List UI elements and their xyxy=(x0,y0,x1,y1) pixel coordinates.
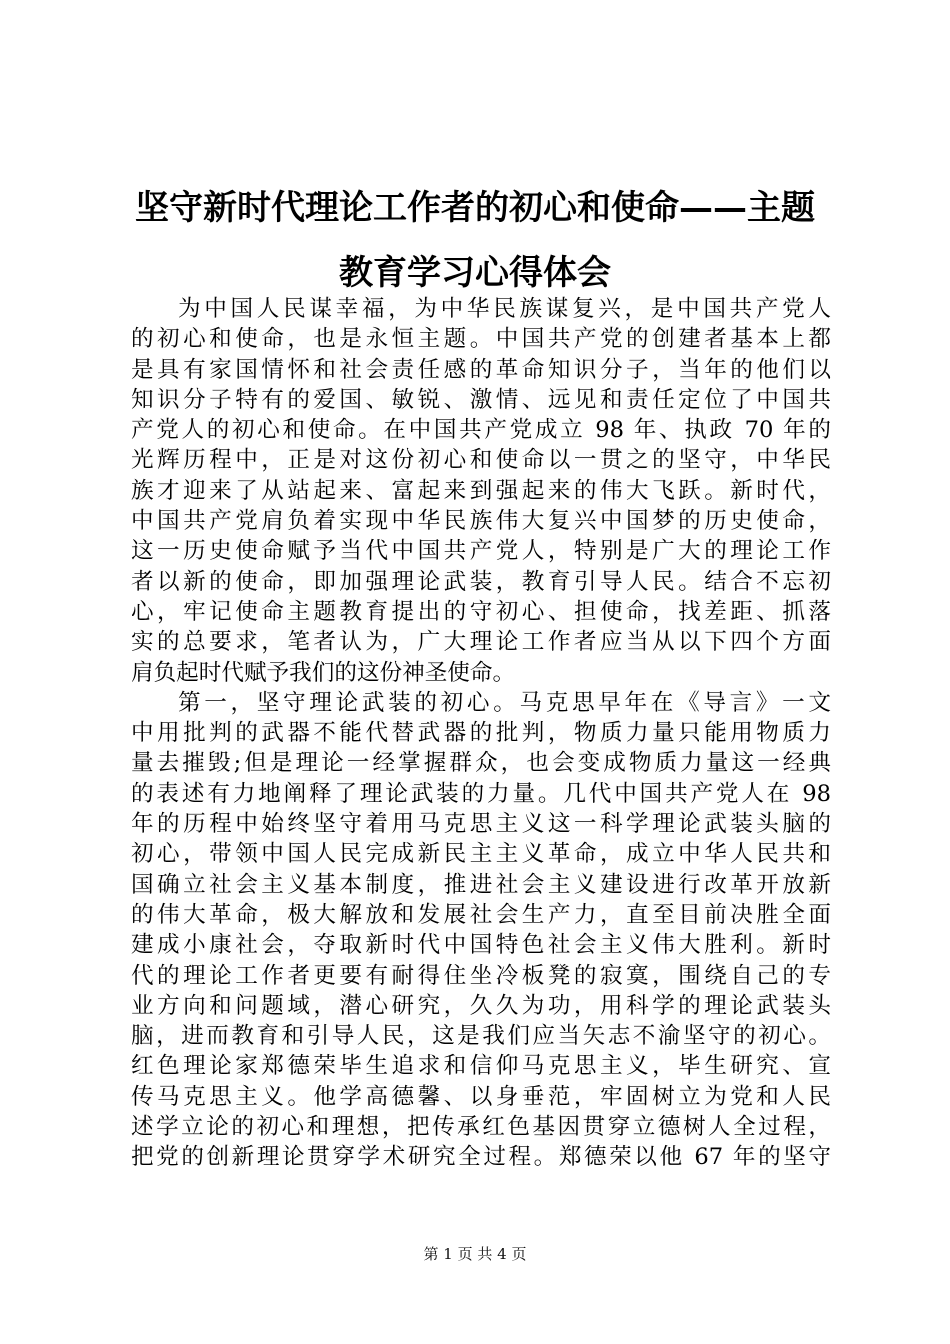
document-title-line-2: 教育学习心得体会 xyxy=(339,253,611,293)
body-line: 为中国人民谋幸福，为中华民族谋复兴，是中国共产党人 xyxy=(178,296,831,322)
body-line: 是具有家国情怀和社会责任感的革命知识分子，当年的他们以 xyxy=(131,356,831,383)
body-line: 的初心和使命，也是永恒主题。中国共产党的创建者基本上都 xyxy=(131,326,831,353)
body-line: 述学立论的初心和理想，把传承红色基因贯穿立德树人全过程， xyxy=(131,1114,831,1141)
body-line: 初心，带领中国人民完成新民主主义革命，成立中华人民共和 xyxy=(131,841,831,868)
body-line: 业方向和问题域，潜心研究，久久为功，用科学的理论武装头 xyxy=(131,992,831,1019)
body-line: 年的历程中始终坚守着用马克思主义这一科学理论武装头脑的 xyxy=(131,811,831,838)
body-line: 这一历史使命赋予当代中国共产党人，特别是广大的理论工作 xyxy=(131,538,831,565)
body-line: 建成小康社会，夺取新时代中国特色社会主义伟大胜利。新时 xyxy=(131,932,831,959)
body-line: 脑，进而教育和引导人民，这是我们应当矢志不渝坚守的初心。 xyxy=(131,1023,831,1050)
body-line: 产党人的初心和使命。在中国共产党成立 98 年、执政 70 年的 xyxy=(131,417,831,444)
body-line: 心，牢记使命主题教育提出的守初心、担使命，找差距、抓落 xyxy=(131,598,831,625)
body-line: 中用批判的武器不能代替武器的批判，物质力量只能用物质力 xyxy=(131,720,831,747)
body-line: 量去摧毁;但是理论一经掌握群众，也会变成物质力量这一经典 xyxy=(131,750,831,777)
body-line: 实的总要求，笔者认为，广大理论工作者应当从以下四个方面 xyxy=(131,629,831,656)
body-line: 的表述有力地阐释了理论武装的力量。几代中国共产党人在 98 xyxy=(131,780,831,807)
body-line: 传马克思主义。他学高德馨、以身垂范，牢固树立为党和人民 xyxy=(131,1083,831,1110)
body-line: 者以新的使命，即加强理论武装，教育引导人民。结合不忘初 xyxy=(131,568,831,595)
body-line: 族才迎来了从站起来、富起来到强起来的伟大飞跃。新时代， xyxy=(131,477,831,504)
document-title-line-1: 坚守新时代理论工作者的初心和使命——主题 xyxy=(135,188,815,228)
page-footer: 第 1 页 共 4 页 xyxy=(423,1245,527,1263)
body-line: 知识分子特有的爱国、敏锐、激情、远见和责任定位了中国共 xyxy=(131,386,831,413)
body-line: 把党的创新理论贯穿学术研究全过程。郑德荣以他 67 年的坚守 xyxy=(131,1144,831,1171)
body-line: 光辉历程中，正是对这份初心和使命以一贯之的坚守，中华民 xyxy=(131,447,831,474)
body-line: 国确立社会主义基本制度，推进社会主义建设进行改革开放新 xyxy=(131,871,831,898)
body-line: 肩负起时代赋予我们的这份神圣使命。 xyxy=(131,659,516,686)
body-line: 第一，坚守理论武装的初心。马克思早年在《导言》一文 xyxy=(178,689,831,716)
document-body xyxy=(131,294,831,1173)
body-line: 红色理论家郑德荣毕生追求和信仰马克思主义，毕生研究、宣 xyxy=(131,1053,831,1080)
body-line: 代的理论工作者更要有耐得住坐冷板凳的寂寞，围绕自己的专 xyxy=(131,962,831,989)
body-line: 的伟大革命，极大解放和发展社会生产力，直至目前决胜全面 xyxy=(131,901,831,928)
body-line: 中国共产党肩负着实现中华民族伟大复兴中国梦的历史使命， xyxy=(131,508,831,535)
